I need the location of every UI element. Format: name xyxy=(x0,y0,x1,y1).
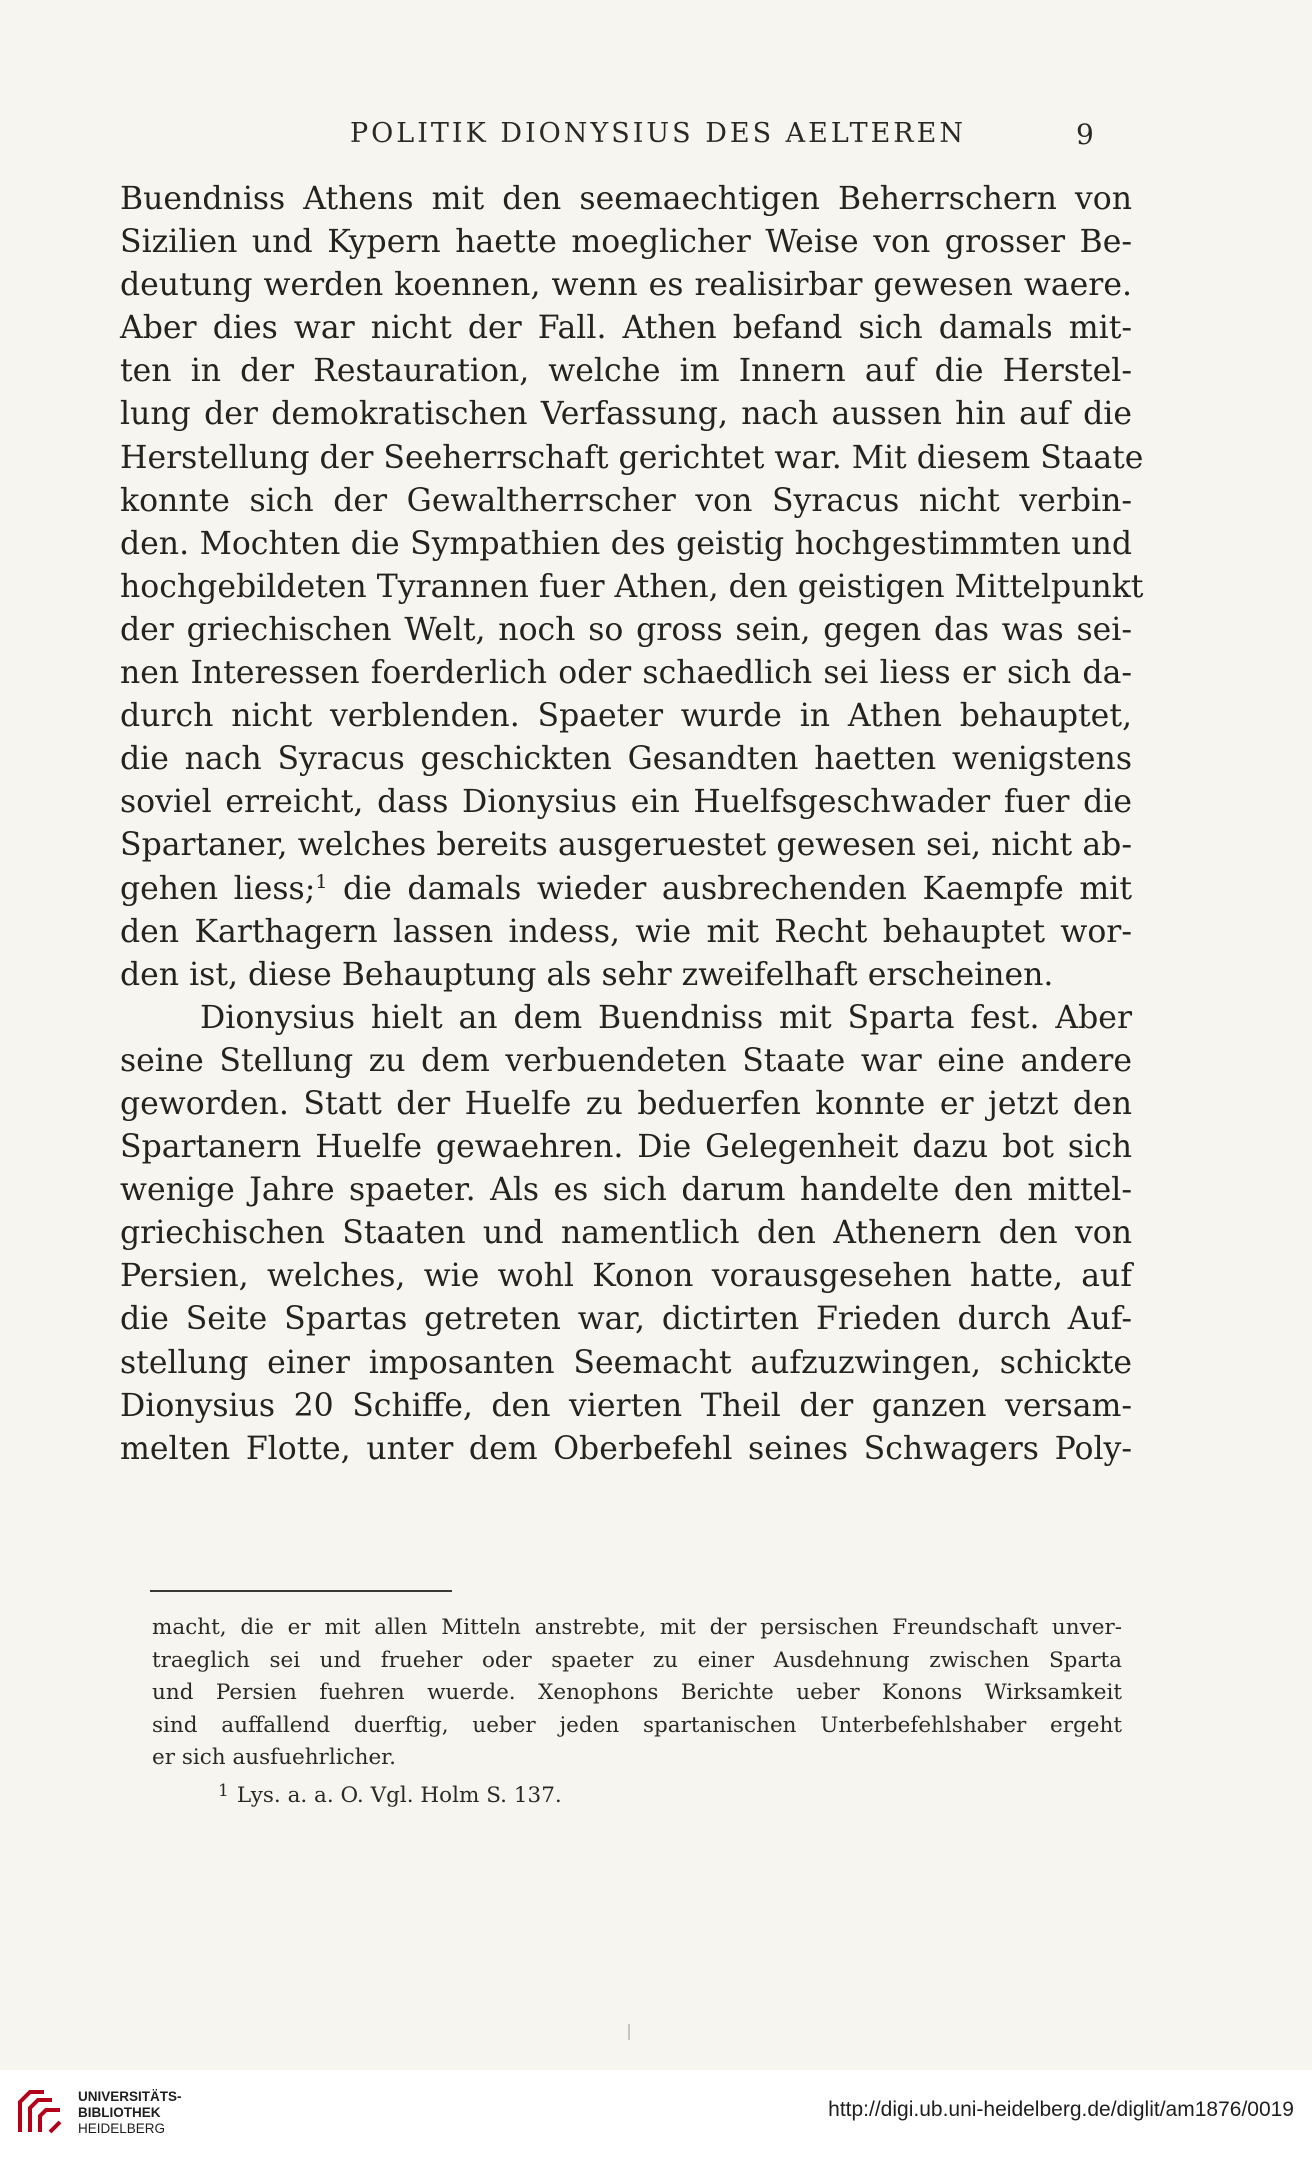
text-line: den Karthagern lassen indess, wie mit Recht behauptet wor- xyxy=(120,913,1132,950)
text-line-with-footnote xyxy=(120,868,1132,911)
text-line: deutung werden koennen, wenn es realisirbar gewesen waere. xyxy=(120,267,1132,304)
text-line: Aber dies war nicht der Fall. Athen befand sich damals mit- xyxy=(120,310,1132,347)
footnote-divider xyxy=(150,1590,452,1592)
text-line: ten in der Restauration, welche im Innern auf die Herstel- xyxy=(120,353,1132,390)
footnote-line: traeglich sei und frueher oder spaeter zu einer Ausdehnung zwischen Sparta xyxy=(152,1647,1122,1673)
text-line: lung der demokratischen Verfassung, nach aussen hin auf die xyxy=(120,396,1132,433)
running-title: POLITIK DIONYSIUS DES AELTEREN xyxy=(350,118,966,149)
footnote-line: er sich ausfuehrlicher. xyxy=(152,1745,396,1770)
text-line: wenige Jahre spaeter. Als es sich darum handelte den mittel- xyxy=(120,1172,1132,1209)
text-line: hochgebildeten Tyrannen fuer Athen, den geistigen Mittelpunkt xyxy=(120,568,1144,605)
library-logo-icon xyxy=(14,2086,66,2138)
permalink-url[interactable]: http://digi.ub.uni-heidelberg.de/diglit/am1876/0019 xyxy=(828,2098,1294,2121)
text-line: durch nicht verblenden. Spaeter wurde in Athen behauptet, xyxy=(120,698,1132,735)
text-line: der griechischen Welt, noch so gross sein, gegen das was sei- xyxy=(120,611,1132,648)
page-number: 9 xyxy=(1076,118,1094,151)
footnote-line: und Persien fuehren wuerde. Xenophons Berichte ueber Konons Wirksamkeit xyxy=(152,1680,1122,1705)
institution-line: BIBLIOTHEK xyxy=(78,2105,161,2120)
text-line: soviel erreicht, dass Dionysius ein Huelfsgeschwader fuer die xyxy=(120,784,1132,821)
text-line: die nach Syracus geschickten Gesandten haetten wenigstens xyxy=(120,741,1132,778)
text-line: nen Interessen foerderlich oder schaedlich sei liess er sich da- xyxy=(120,655,1132,692)
text-line: seine Stellung zu dem verbuendeten Staate war eine andere xyxy=(120,1042,1132,1079)
text-line: die Seite Spartas getreten war, dictirten Frieden durch Auf- xyxy=(120,1301,1132,1338)
footnote-line: sind auffallend duerftig, ueber jeden spartanischen Unterbefehlshaber ergeht xyxy=(152,1712,1122,1738)
institution-name xyxy=(78,2089,182,2137)
text-line: stellung einer imposanten Seemacht aufzuzwingen, schickte xyxy=(120,1344,1132,1381)
text-line: Buendniss Athens mit den seemaechtigen Beherrschern von xyxy=(120,181,1132,217)
viewer-footer xyxy=(0,2070,1312,2158)
footnote-line: macht, die er mit allen Mitteln anstrebte, mit der persischen Freundschaft unver- xyxy=(152,1615,1122,1640)
text-line: Dionysius hielt an dem Buendniss mit Sparta fest. Aber xyxy=(200,999,1132,1036)
text-line: Spartaner, welches bereits ausgeruestet gewesen sei, nicht ab- xyxy=(120,827,1132,864)
institution-line: UNIVERSITÄTS- xyxy=(78,2089,182,2104)
footnote-text: Lys. a. a. O. Vgl. Holm S. 137. xyxy=(236,1782,562,1808)
text-line: griechischen Staaten und namentlich den Athenern den von xyxy=(120,1215,1132,1252)
text-line: Herstellung der Seeherrschaft gerichtet war. Mit diesem Staate xyxy=(120,439,1144,476)
text-line: geworden. Statt der Huelfe zu beduerfen konnte er jetzt den xyxy=(120,1085,1132,1122)
text-line: melten Flotte, unter dem Oberbefehl seines Schwagers Poly- xyxy=(120,1430,1132,1467)
text-line: konnte sich der Gewaltherrscher von Syracus nicht verbin- xyxy=(120,482,1132,519)
text-line: Persien, welches, wie wohl Konon vorausgesehen hatte, auf xyxy=(120,1258,1132,1295)
text-segment: gehen liess; xyxy=(120,870,316,907)
text-segment: die damals wieder ausbrechenden Kaempfe mit xyxy=(327,870,1132,907)
text-line: den. Mochten die Sympathien des geistig hochgestimmten und xyxy=(120,525,1132,562)
footnotes xyxy=(152,1612,1122,1812)
body-text xyxy=(120,178,1144,1471)
text-line: Sizilien und Kypern haette moeglicher Weise von grosser Be- xyxy=(120,224,1132,261)
footnote-1 xyxy=(152,1775,1122,1813)
text-line: Dionysius 20 Schiffe, den vierten Theil der ganzen versam- xyxy=(120,1387,1132,1424)
text-line: den ist, diese Behauptung als sehr zweifelhaft erscheinen. xyxy=(120,956,1054,993)
scan-mark xyxy=(628,2024,630,2040)
footnote-reference: 1 xyxy=(315,870,328,893)
footnote-marker: 1 xyxy=(218,1780,229,1801)
text-line: Spartanern Huelfe gewaehren. Die Gelegenheit dazu bot sich xyxy=(120,1129,1132,1166)
institution-line: HEIDELBERG xyxy=(78,2121,166,2136)
